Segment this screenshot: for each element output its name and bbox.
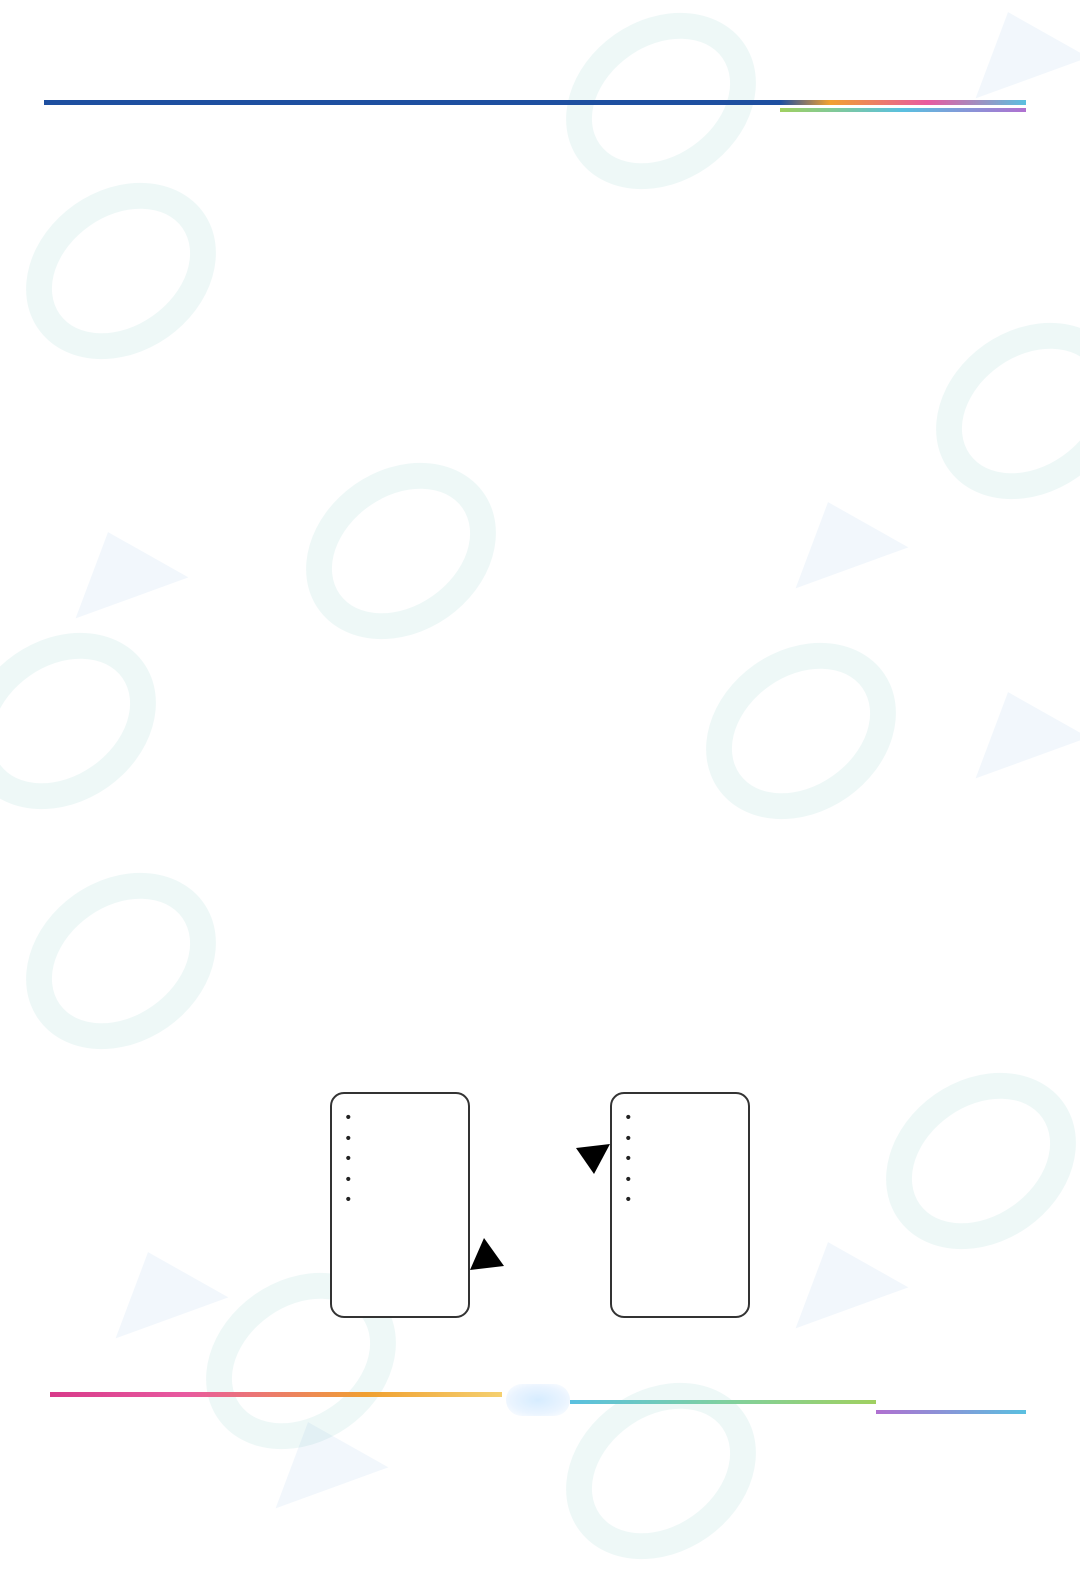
list-item: [624, 1129, 748, 1150]
bottom-arrow-arc: [488, 1240, 598, 1289]
top-arrow-head: [576, 1144, 610, 1174]
header-divider: [44, 100, 1026, 105]
list-item: [344, 1108, 468, 1129]
list-item: [344, 1190, 468, 1211]
figure-ops-system: [330, 1092, 750, 1318]
list-item: [624, 1149, 748, 1170]
list-item: [344, 1129, 468, 1150]
list-item: [344, 1170, 468, 1191]
right-service-box: [610, 1092, 750, 1318]
header-divider-accent: [780, 108, 1026, 112]
page-number-badge: [506, 1384, 570, 1416]
list-item: [624, 1170, 748, 1191]
right-box-list: [624, 1108, 748, 1211]
left-box-list: [344, 1108, 468, 1211]
list-item: [624, 1108, 748, 1129]
list-item: [624, 1190, 748, 1211]
footer-divider-left: [50, 1392, 502, 1397]
left-capability-box: [330, 1092, 470, 1318]
bottom-arrow-head: [470, 1238, 504, 1270]
footer-divider-right: [570, 1400, 876, 1404]
footer-divider-right-accent: [876, 1410, 1026, 1414]
list-item: [344, 1149, 468, 1170]
top-arrow-arc: [482, 1125, 592, 1172]
cycle-arrows: [466, 1092, 614, 1318]
